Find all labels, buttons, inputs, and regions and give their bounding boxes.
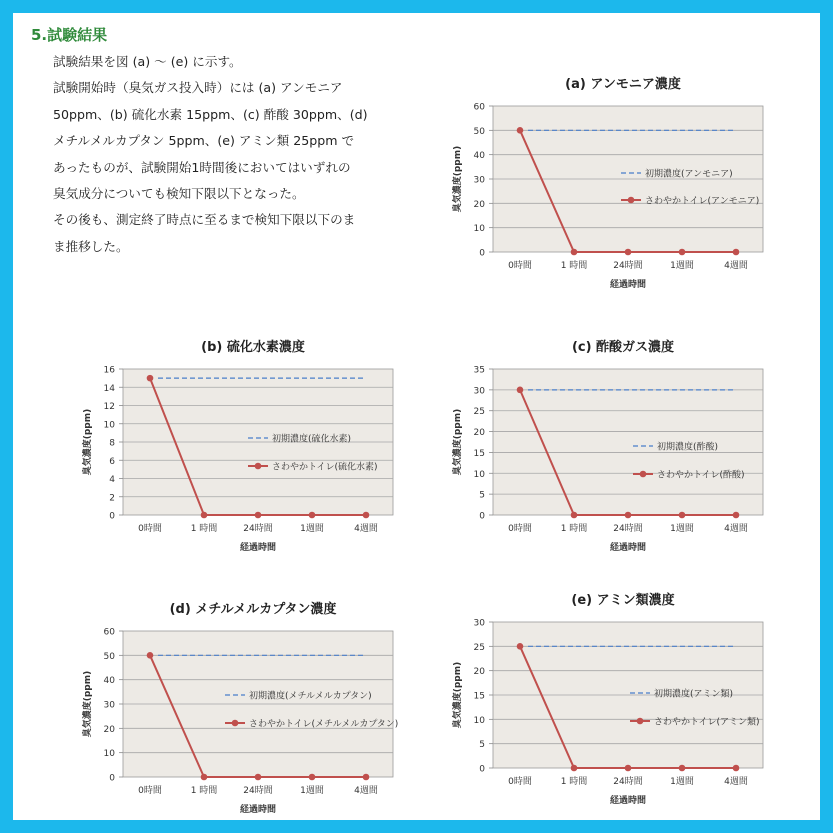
x-tick-label: 1週間 (300, 524, 324, 534)
y-tick-label: 5 (479, 740, 485, 751)
x-tick-label: 1 時間 (190, 524, 218, 534)
y-tick-label: 0 (479, 248, 485, 259)
y-tick-label: 12 (103, 402, 115, 412)
x-tick-label: 1 時間 (560, 777, 588, 787)
data-point (625, 249, 632, 256)
y-tick-label: 40 (473, 151, 485, 162)
x-tick-label: 24時間 (243, 786, 273, 796)
data-point (571, 512, 578, 519)
x-tick-label: 24時間 (613, 524, 643, 534)
data-point (571, 765, 578, 772)
body-text (53, 49, 383, 260)
y-tick-label: 5 (479, 490, 485, 501)
legend-label-initial: 初期濃度(アミン類) (654, 689, 734, 700)
data-point (309, 774, 316, 781)
body-line: 50ppm、(b) 硫化水素 15ppm、(c) 酢酸 30ppm、(d) (53, 106, 368, 122)
data-point (363, 774, 370, 781)
data-point (733, 249, 740, 256)
x-tick-label: 24時間 (243, 524, 273, 534)
legend-marker-toilet (232, 720, 239, 727)
y-tick-label: 60 (473, 102, 485, 113)
chart-title: (a) アンモニア濃度 (565, 77, 681, 92)
x-tick-label: 1 時間 (190, 786, 218, 796)
y-axis-label: 臭気濃度(ppm) (453, 408, 463, 476)
y-tick-label: 35 (473, 365, 485, 376)
x-tick-label: 0時間 (508, 524, 532, 534)
x-tick-label: 1週間 (670, 777, 694, 787)
legend-marker-toilet (637, 718, 644, 725)
x-axis-label: 経過時間 (239, 543, 277, 553)
y-tick-label: 0 (109, 773, 115, 784)
legend-marker-toilet (628, 197, 635, 204)
y-tick-label: 4 (109, 475, 115, 485)
data-point (571, 249, 578, 256)
legend-label-toilet: さわやかトイレ(メチルメルカプタン) (249, 719, 399, 730)
legend-label-toilet: さわやかトイレ(酢酸) (657, 470, 745, 481)
data-point (309, 512, 316, 519)
chart-e (433, 579, 773, 814)
data-point (255, 774, 262, 781)
y-tick-label: 2 (109, 493, 115, 504)
x-axis-label: 経過時間 (609, 280, 647, 290)
y-tick-label: 40 (103, 676, 115, 687)
y-tick-label: 25 (473, 407, 485, 418)
body-line: 試験開始時（臭気ガス投入時）には (a) アンモニア (53, 80, 343, 96)
x-tick-label: 0時間 (508, 261, 532, 271)
x-tick-label: 1 時間 (560, 524, 588, 534)
y-tick-label: 20 (473, 428, 485, 439)
y-tick-label: 60 (103, 627, 115, 638)
x-tick-label: 24時間 (613, 777, 643, 787)
y-tick-label: 10 (473, 715, 485, 726)
y-tick-label: 50 (103, 651, 115, 662)
chart-title: (e) アミン類濃度 (571, 593, 675, 608)
y-axis-label: 臭気濃度(ppm) (83, 670, 93, 738)
data-point (733, 765, 740, 772)
y-tick-label: 15 (473, 448, 485, 459)
section-title: 5.試験結果 (31, 26, 108, 44)
body-line: あったものが、試験開始1時間後においてはいずれの (53, 159, 351, 175)
x-tick-label: 1 時間 (560, 261, 588, 271)
x-axis-label: 経過時間 (239, 805, 277, 815)
y-tick-label: 20 (473, 199, 485, 210)
y-tick-label: 0 (479, 511, 485, 522)
legend-label-initial: 初期濃度(アンモニア) (645, 169, 733, 180)
y-tick-label: 10 (473, 469, 485, 480)
y-tick-label: 0 (479, 764, 485, 775)
y-tick-label: 20 (103, 724, 115, 735)
legend-label-toilet: さわやかトイレ(アンモニア) (645, 196, 760, 207)
y-axis-label: 臭気濃度(ppm) (453, 145, 463, 213)
legend-label-toilet: さわやかトイレ(アミン類) (654, 717, 760, 728)
y-tick-label: 16 (103, 365, 115, 376)
x-tick-label: 4週間 (354, 524, 378, 534)
legend-label-initial: 初期濃度(酢酸) (657, 442, 719, 453)
x-tick-label: 1週間 (300, 786, 324, 796)
data-point (363, 512, 370, 519)
y-tick-label: 25 (473, 642, 485, 653)
x-tick-label: 1週間 (670, 524, 694, 534)
y-tick-label: 8 (109, 438, 115, 449)
y-tick-label: 50 (473, 126, 485, 137)
y-tick-label: 6 (109, 456, 115, 467)
legend-marker-toilet (255, 463, 262, 470)
chart-d (63, 588, 403, 823)
y-tick-label: 10 (103, 749, 115, 760)
body-line: その後も、測定終了時点に至るまで検知下限以下のま (53, 212, 356, 228)
y-tick-label: 30 (473, 618, 485, 629)
y-tick-label: 30 (473, 386, 485, 397)
body-line: ま推移した。 (53, 238, 129, 254)
data-point (201, 774, 208, 781)
body-line: 臭気成分についても検知下限以下となった。 (53, 186, 305, 202)
y-tick-label: 30 (103, 700, 115, 711)
body-line: メチルメルカプタン 5ppm、(e) アミン類 25ppm で (53, 133, 355, 149)
x-tick-label: 4週間 (724, 777, 748, 787)
chart-c (433, 326, 773, 561)
y-tick-label: 15 (473, 691, 485, 702)
data-point (147, 375, 154, 382)
x-tick-label: 4週間 (724, 261, 748, 271)
y-tick-label: 10 (473, 224, 485, 235)
x-tick-label: 1週間 (670, 261, 694, 271)
data-point (517, 127, 524, 134)
legend-label-initial: 初期濃度(硫化水素) (272, 434, 352, 445)
data-point (679, 512, 686, 519)
x-tick-label: 4週間 (354, 786, 378, 796)
x-tick-label: 0時間 (508, 777, 532, 787)
y-tick-label: 10 (103, 420, 115, 431)
data-point (679, 249, 686, 256)
y-axis-label: 臭気濃度(ppm) (453, 661, 463, 729)
y-tick-label: 14 (103, 383, 115, 394)
data-point (255, 512, 262, 519)
x-tick-label: 4週間 (724, 524, 748, 534)
x-tick-label: 0時間 (138, 786, 162, 796)
data-point (201, 512, 208, 519)
x-axis-label: 経過時間 (609, 796, 647, 806)
chart-title: (c) 酢酸ガス濃度 (571, 340, 675, 355)
data-point (625, 512, 632, 519)
legend-label-initial: 初期濃度(メチルメルカプタン) (249, 691, 372, 702)
chart-b (63, 326, 403, 561)
legend-marker-toilet (640, 471, 647, 478)
data-point (147, 652, 154, 659)
legend-label-toilet: さわやかトイレ(硫化水素) (272, 462, 378, 473)
y-tick-label: 30 (473, 175, 485, 186)
data-point (517, 387, 524, 394)
chart-a (433, 63, 773, 298)
y-tick-label: 20 (473, 667, 485, 678)
body-line: 試験結果を図 (a) ～ (e) に示す。 (53, 54, 242, 69)
x-axis-label: 経過時間 (609, 543, 647, 553)
chart-title: (d) メチルメルカプタン濃度 (169, 602, 337, 617)
plot-area (493, 369, 763, 515)
data-point (733, 512, 740, 519)
data-point (517, 643, 524, 650)
data-point (679, 765, 686, 772)
data-point (625, 765, 632, 772)
y-tick-label: 0 (109, 511, 115, 522)
x-tick-label: 24時間 (613, 261, 643, 271)
x-tick-label: 0時間 (138, 524, 162, 534)
y-axis-label: 臭気濃度(ppm) (83, 408, 93, 476)
chart-title: (b) 硫化水素濃度 (201, 340, 305, 355)
